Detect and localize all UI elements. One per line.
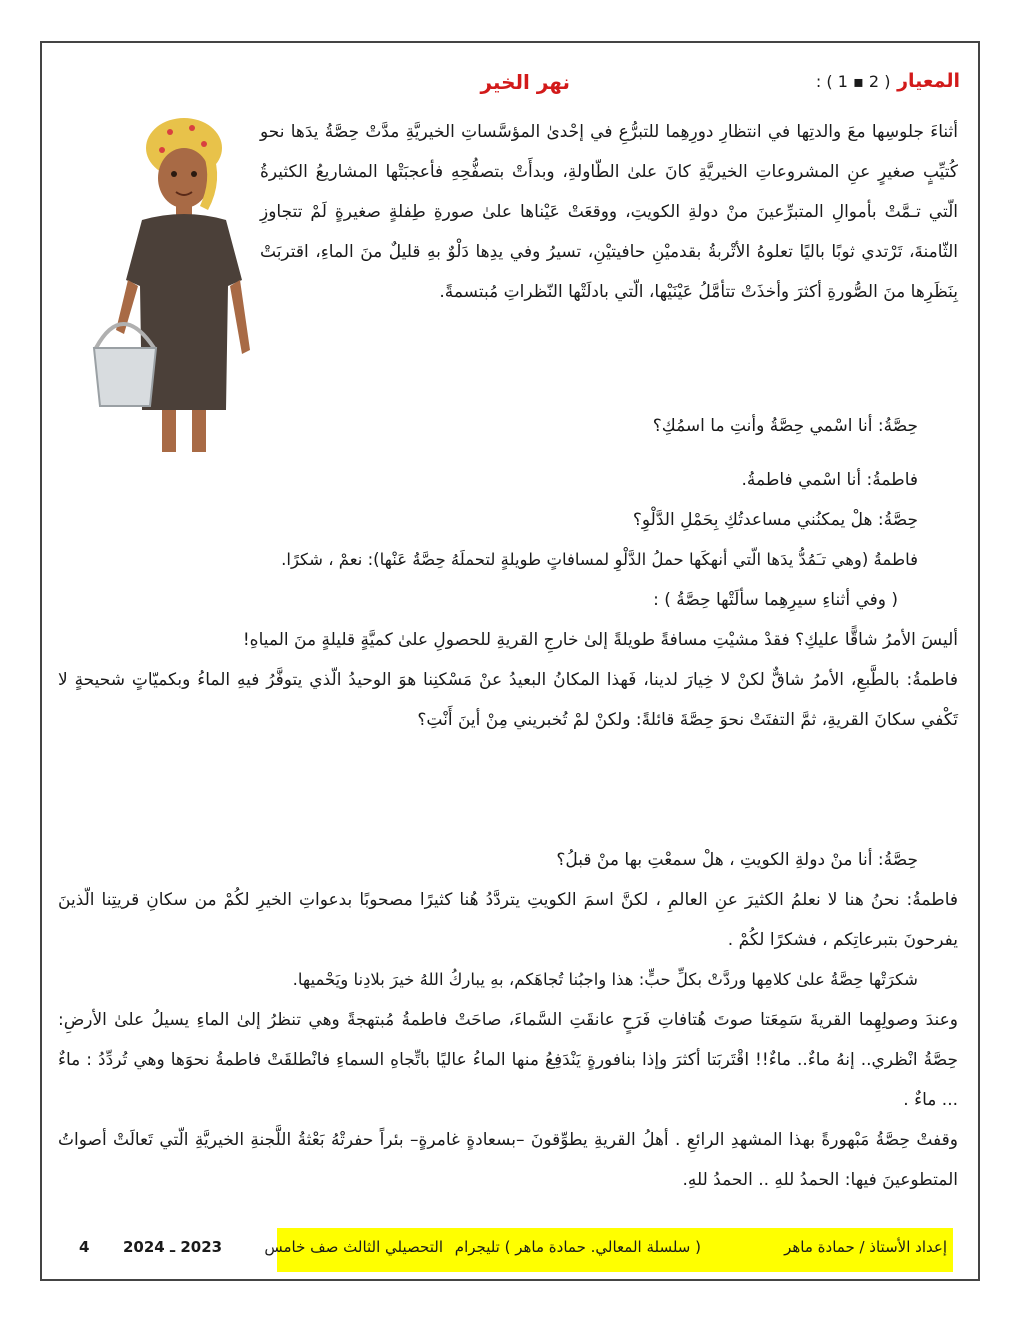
dialogue-line: وعندَ وصولِهِما القريةَ سَمِعَتا صوتَ هُتافاتِ فَرَحٍ عانقَتِ السَّماءَ، صاحَتْ فاطمةُ مُبتهجةً وهي تنظرُ إلىٰ الماءِ يسيلُ علىٰ الأرضِ: حِصَّةُ انْظري.. إنهُ ماءٌ.. ماءٌ!! اقْتَربَتا أكثرَ وإذا بنافورةٍ يَنْدَفِعُ منها الماءُ عاليًا باتِّجاهِ السماءِ فانْطلقَتْ فاطمةُ نحوَها وهي تُردِّدُ : ماءٌ ... ماءٌ . bbox=[58, 1010, 958, 1110]
dialogue-block-3 bbox=[58, 840, 958, 1200]
footer-author: إعداد الأستاذ / حمادة ماهر bbox=[784, 1238, 947, 1256]
page-title: نهر الخير bbox=[480, 70, 570, 94]
page-number: 4 bbox=[79, 1238, 90, 1256]
criterion bbox=[816, 70, 960, 92]
dialogue-line: فاطمةُ: بالطَّبعِ، الأمرُ شاقٌّ لكنْ لا خِيارَ لدينا، فَهذا المكانُ البعيدُ عنْ مَسْكنِنا هوَ الوحيدُ الّذي يتوفَّرُ فيهِ الماءُ وبكميّاتٍ شحيحةٍ لا تَكْفي سكانَ القريةِ، ثمَّ التفتَتْ نحوَ حِصَّةَ قائلةً: ولكنْ لمْ تُخبريني مِنْ أينَ أَنْتِ؟ bbox=[58, 670, 958, 730]
girl-illustration bbox=[92, 110, 272, 460]
dialogue-line: فاطمةُ: أنا اسْمي فاطمةُ. bbox=[741, 470, 918, 490]
intro-text: أثناءَ جلوسِها معَ والدتِها في انتظارِ دورِهِما للتبرُّعِ في إحْدىٰ المؤسَّساتِ الخيريَّةِ مدَّتْ حِصَّةُ يدَها نحو كُتيِّبٍ صغيرٍ عنِ المشروعاتِ الخيريَّةِ كانَ علىٰ الطّاولةِ، وبدأَتْ بتصفُّحِهِ فأعجبَتْها المشاريعُ الكثيرةُ الّتي تـمَّتْ بأموالِ المتبرِّعينَ منْ دولةِ الكويتِ، ووقعَتْ عَيْناها علىٰ صورةِ طِفلةٍ صغيرةٍ لَمْ تتجاوزِ الثّامنةَ، تَرْتدي ثوبًا باليًا تعلوهُ الأتْربةُ بقدميْنِ حافيتيْنِ، تسيرُ وفي يدِها دَلْوٌ بهِ قليلٌ منَ الماءِ، اقتربَتْ بِنَظَرِها منَ الصُّورةِ أكثرَ وأخذَتْ تتأمَّلُ عَيْنَيْها، الّتي بادلَتْها النّظراتِ مُبتسمةً. bbox=[260, 122, 958, 302]
footer-year: 2023 ـ 2024 bbox=[123, 1238, 223, 1256]
dialogue-line: فاطمةُ (وهي تـَمُدُّ يدَها الّتي أنهكَها حملُ الدَّلْوِ لمسافاتٍ طويلةٍ لتحملَهُ حِصَّةُ عَنْها): نعمْ ، شكرًا. bbox=[281, 550, 918, 569]
dialogue-line: فاطمةُ: نحنُ هنا لا نعلمُ الكثيرَ عنِ العالمِ ، لكنَّ اسمَ الكويتِ يتردَّدُ هُنا كثيرًا مصحوبًا بدعواتِ الخيرِ لكُمْ من سكانِ قريتِنا الّذينَ يفرحونَ بتبرعاتِكم ، فشكرًا لكُمْ . bbox=[58, 890, 958, 950]
dialogue-line: حِصَّةُ: هلْ يمكنُني مساعدتُكِ بِحَمْلِ الدَّلْوِ؟ bbox=[632, 510, 918, 530]
dialogue-line: حِصَّةُ: أنا منْ دولةِ الكويتِ ، هلْ سمعْتِ بها منْ قبلُ؟ bbox=[556, 850, 918, 870]
dialogue-block-2 bbox=[58, 460, 958, 740]
footer-bar bbox=[67, 1228, 953, 1272]
criterion-label: المعيار bbox=[897, 70, 960, 92]
dialogue-line: حِصَّةُ: أنا اسْمي حِصَّةُ وأنتِ ما اسمُكِ؟ bbox=[652, 416, 918, 436]
footer-telegram: ( سلسلة المعالي. حمادة ماهر ) تليجرام bbox=[454, 1238, 701, 1256]
criterion-numbers: ( 2 ▪ 1 ) : bbox=[815, 72, 891, 91]
dialogue-line: وقفتْ حِصَّةُ مَبْهورةً بهذا المشهدِ الرائعِ . أهلُ القريةِ يطوِّقونَ –بسعادةٍ غامرةٍ– بئراً حفرتْهُ بَعْثةُ اللَّجنةِ الخيريَّةِ الّتي تَعالَتْ أصواتُ المتطوعينَ فيها: الحمدُ للهِ .. الحمدُ للهِ. bbox=[58, 1130, 958, 1190]
footer-exam: التحصيلي الثالث صف خامس bbox=[264, 1238, 443, 1256]
dialogue-block-1 bbox=[278, 406, 958, 446]
intro-paragraph bbox=[260, 112, 958, 312]
header bbox=[60, 70, 960, 106]
dialogue-line: شكرَتْها حِصَّةُ علىٰ كلامِها وردَّتْ بكلِّ حبٍّ: هذا واجبُنا تُجاهَكم، بهِ يباركُ اللهُ خيرَ بلادِنا ويَحْميها. bbox=[292, 970, 918, 989]
dialogue-line: أليسَ الأمرُ شاقًّا عليكِ؟ فقدْ مشيْتِ مسافةً طويلةً إلىٰ خارجِ القريةِ للحصولِ علىٰ كميَّةٍ قليلةٍ منَ المياهِ! bbox=[242, 630, 958, 650]
dialogue-line: ( وفي أثناءِ سيرِهِما سألَتْها حِصَّةُ ) : bbox=[653, 590, 898, 610]
